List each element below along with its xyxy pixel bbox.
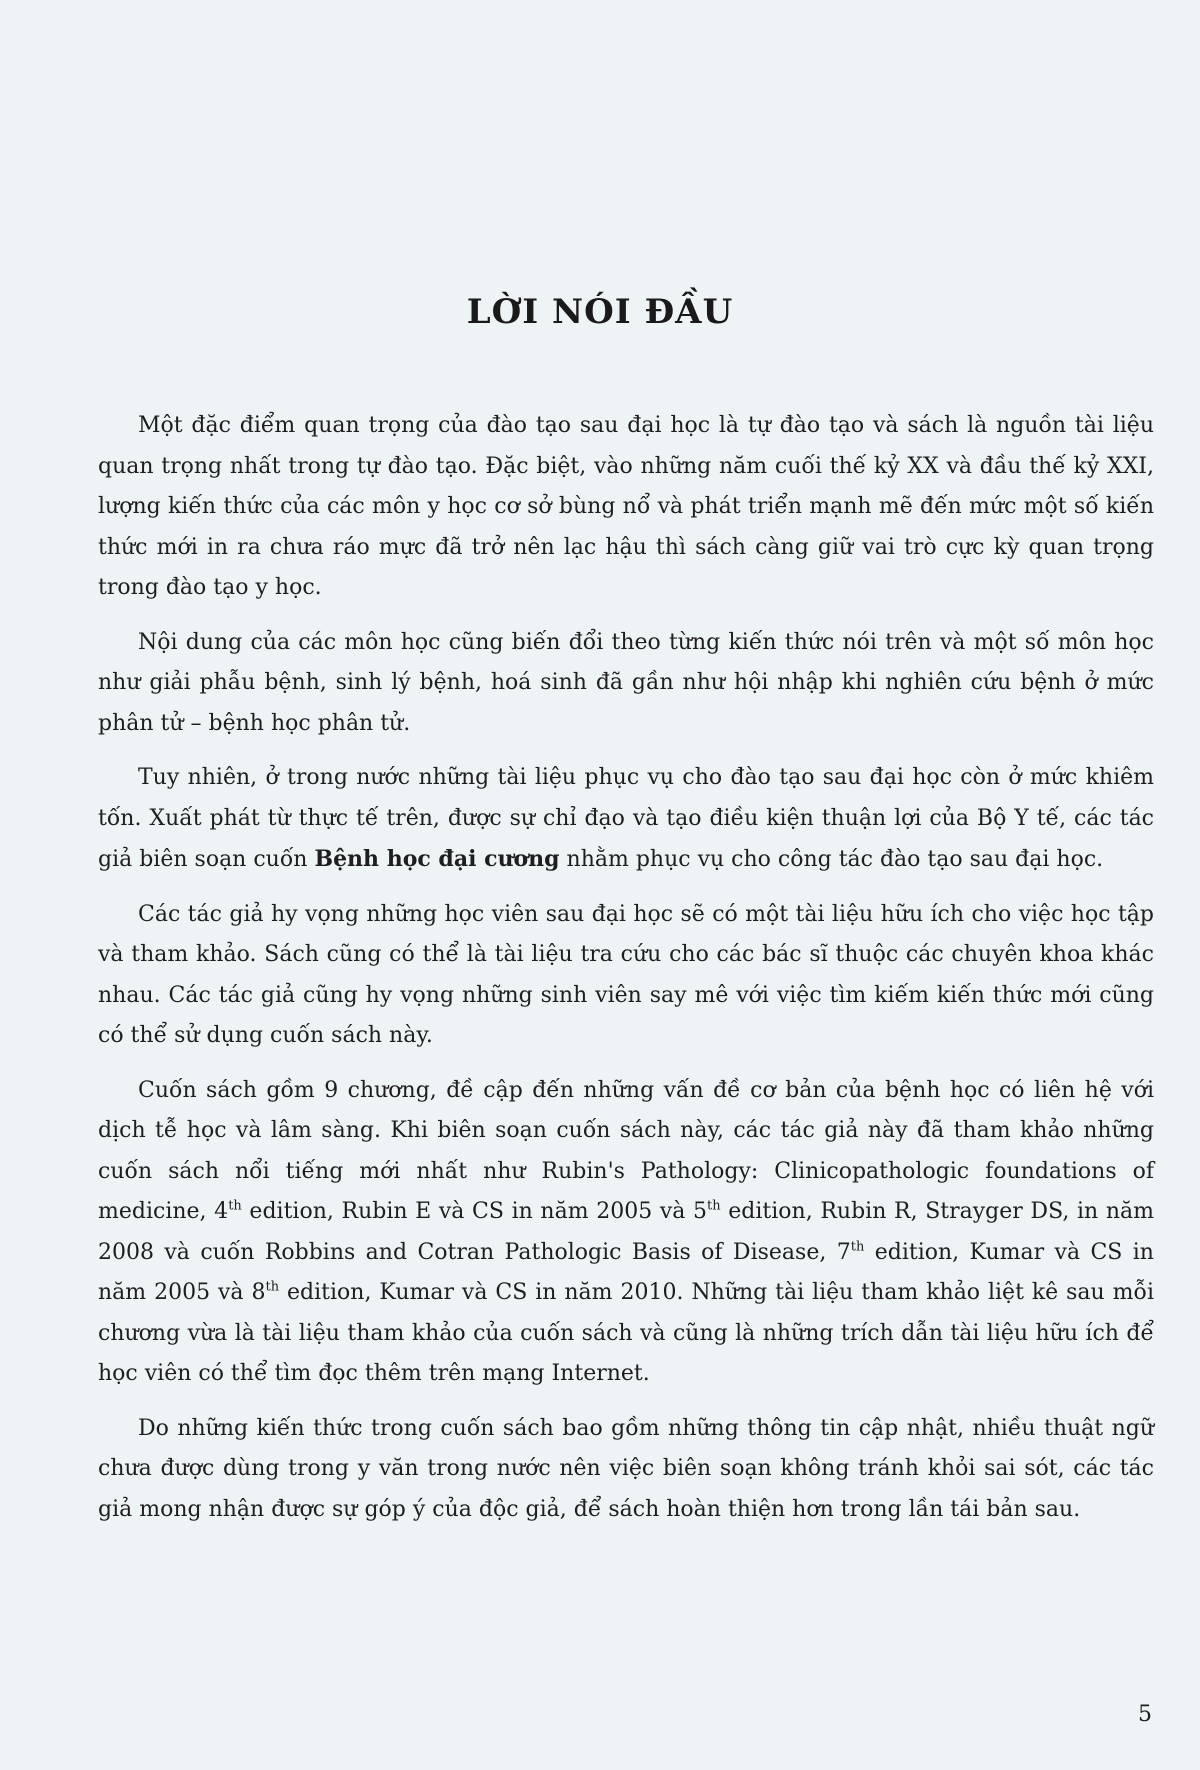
paragraph-5-part-1: Cuốn sách gồm 9 chương, đề cập đến những vấn đề cơ bản của bệnh học có liên hệ với dịch tễ học và lâm sàng. Khi biên soạn cuốn sách này, các tác giả này đã tham khảo những cuốn sách nổi tiếng mới nhất như Rubin's Pathology: Clinicopathologic foundations of medicine, 4 (98, 1077, 1154, 1224)
page-number: 5 (1138, 1702, 1152, 1727)
ordinal-superscript: th (707, 1198, 721, 1214)
paragraph-4: Các tác giả hy vọng những học viên sau đại học sẽ có một tài liệu hữu ích cho việc học tập và tham khảo. Sách cũng có thể là tài liệu tra cứu cho các bác sĩ thuộc các chuyên khoa khác nhau. Các tác giả cũng hy vọng những sinh viên say mê với việc tìm kiếm kiến thức mới cũng có thể sử dụng cuốn sách này. (98, 901, 1154, 1048)
paragraph-2: Nội dung của các môn học cũng biến đổi theo từng kiến thức nói trên và một số môn học như giải phẫu bệnh, sinh lý bệnh, hoá sinh đã gần như hội nhập khi nghiên cứu bệnh ở mức phân tử – bệnh học phân tử. (98, 629, 1154, 736)
paragraph-5 (98, 1071, 1154, 1395)
ordinal-superscript: th (850, 1239, 865, 1255)
paragraph-5-part-5: edition, Kumar và CS in năm 2010. Những tài liệu tham khảo liệt kê sau mỗi chương vừa là tài liệu tham khảo của cuốn sách và cũng là những trích dẫn tài liệu hữu ích để học viên có thể tìm đọc thêm trên mạng Internet. (98, 1280, 1155, 1386)
paragraph-3-text-before: Tuy nhiên, ở trong nước những tài liệu phục vụ cho đào tạo sau đại học còn ở mức khiêm tốn. Xuất phát từ thực tế trên, được sự chỉ đạo và tạo điều kiện thuận lợi của Bộ Y tế, các tác giả biên soạn cuốn (98, 765, 1154, 872)
paragraph-5-part-4: edition, Kumar và CS in năm 2005 và 8 (98, 1239, 1154, 1305)
paragraph-5-part-3: edition, Rubin R, Strayger DS, in năm 2008 và cuốn Robbins and Cotran Pathologic Basis of Disease, 7 (98, 1199, 1154, 1265)
paragraph-5-part-2: edition, Rubin E và CS in năm 2005 và 5 (241, 1199, 708, 1224)
paragraph-1: Một đặc điểm quan trọng của đào tạo sau đại học là tự đào tạo và sách là nguồn tài liệu quan trọng nhất trong tự đào tạo. Đặc biệt, vào những năm cuối thế kỷ XX và đầu thế kỷ XXI, lượng kiến thức của các môn y học cơ sở bùng nổ và phát triển mạnh mẽ đến mức một số kiến thức mới in ra chưa ráo mực đã trở nên lạc hậu thì sách càng giữ vai trò cực kỳ quan trọng trong đào tạo y học. (98, 413, 1154, 600)
paragraph-3-text-after: nhằm phục vụ cho công tác đào tạo sau đại học. (559, 847, 1104, 872)
page-title: LỜI NÓI ĐẦU (466, 292, 734, 332)
book-title-emphasis: Bệnh học đại cương (314, 846, 560, 872)
paragraph-6: Do những kiến thức trong cuốn sách bao gồm những thông tin cập nhật, nhiều thuật ngữ chưa được dùng trong y văn trong nước nên việc biên soạn không tránh khỏi sai sót, các tác giả mong nhận được sự góp ý của độc giả, để sách hoàn thiện hơn trong lần tái bản sau. (98, 1415, 1154, 1522)
paragraph-3 (98, 758, 1154, 881)
ordinal-superscript: th (265, 1279, 280, 1295)
ordinal-superscript: th (228, 1198, 242, 1214)
preface-body (98, 406, 1154, 1544)
